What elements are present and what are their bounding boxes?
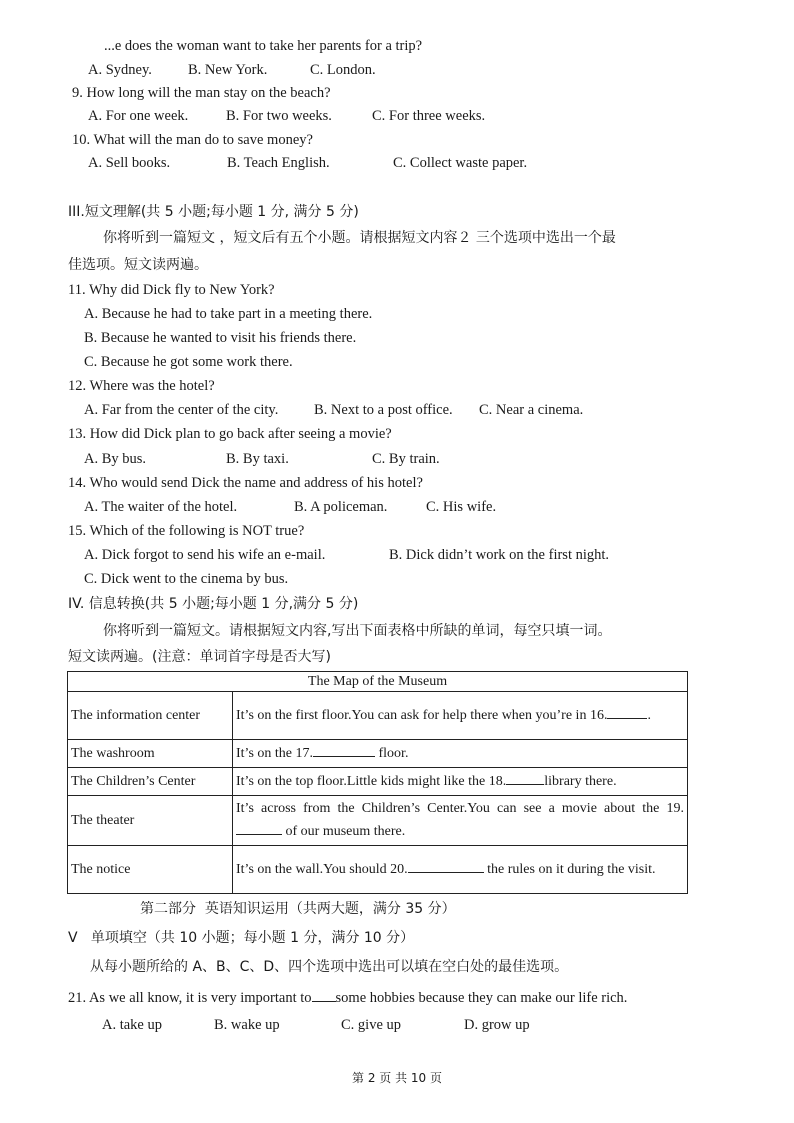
question-13-option-c: C. By train. [372,451,440,467]
page-footer: 第 2 页 共 10 页 [352,1071,442,1085]
section-4-instruction-line-2: 短文读两遍。(注意：单词首字母是否大写) [68,649,331,665]
question-8-text: ...e does the woman want to take her parents for a trip? [104,38,423,54]
answer-blank-16[interactable] [607,704,647,719]
question-14-option-b: B. A policeman. [294,499,388,515]
section-5-heading: V 单项填空（共 10 小题；每小题 1 分，满分 10 分） [68,930,415,946]
question-21-option-a: A. take up [102,1017,162,1033]
question-9-option-b: B. For two weeks. [226,108,332,124]
question-15-text: 15. Which of the following is NOT true? [68,523,305,539]
section-3-instruction-line-2: 佳选项。短文读两遍。 [68,257,208,273]
question-8-option-b: B. New York. [188,62,268,78]
table-cell-description [233,740,688,768]
question-15-option-a: A. Dick forgot to send his wife an e-mail. [84,547,326,563]
table-row [68,796,688,846]
section-4-instruction-line-1: 你将听到一篇短文。请根据短文内容,写出下面表格中所缺的单词，每空只填一词。 [103,623,612,639]
description-text: It’s on the 17. [236,746,313,761]
question-12-option-a: A. Far from the center of the city. [84,402,279,418]
table-row [68,768,688,796]
description-text: It’s on the first floor.You can ask for help there when you’re in 16. [236,708,608,723]
section-4-heading: IV. 信息转换(共 5 小题;每小题 1 分,满分 5 分) [68,596,359,612]
section-3-instruction-line-1: 你将听到一篇短文 ，短文后有五个小题。请根据短文内容２ 三个选项中选出一个最 [103,230,616,246]
question-9-text: 9. How long will the man stay on the beach? [72,85,331,101]
question-15-option-c: C. Dick went to the cinema by bus. [84,571,289,587]
description-text: It’s on the top floor.Little kids might like the 18. [236,774,507,789]
question-10-option-c: C. Collect waste paper. [393,155,528,171]
description-text-end: the rules on it during the visit. [483,862,656,877]
question-9-option-c: C. For three weeks. [372,108,486,124]
part-2-heading: 第二部分 英语知识运用（共两大题，满分 35 分） [140,901,456,917]
question-12-option-c: C. Near a cinema. [479,402,584,418]
question-10-option-a: A. Sell books. [88,155,171,171]
question-12-text: 12. Where was the hotel? [68,378,215,394]
answer-blank-21[interactable] [312,987,336,1002]
table-cell-place: The theater [68,796,233,846]
table-title: The Map of the Museum [68,672,688,692]
question-21-option-b: B. wake up [214,1017,280,1033]
question-11-option-c: C. Because he got some work there. [84,354,293,370]
table-row [68,740,688,768]
question-13-option-b: B. By taxi. [226,451,289,467]
description-text-end: floor. [375,746,409,761]
table-cell-place: The washroom [68,740,233,768]
question-11-text: 11. Why did Dick fly to New York? [68,282,275,298]
question-12-option-b: B. Next to a post office. [314,402,453,418]
question-21-option-c: C. give up [341,1017,402,1033]
question-14-option-c: C. His wife. [426,499,497,515]
table-cell-description [233,846,688,894]
table-row [68,692,688,740]
description-text-end: of our museum there. [282,824,406,839]
table-cell-description [233,796,688,846]
section-3-heading: III.短文理解(共 5 小题;每小题 1 分, 满分 5 分) [68,204,359,220]
table-row [68,846,688,894]
question-15-option-b: B. Dick didn’t work on the first night. [389,547,610,563]
question-11-option-a: A. Because he had to take part in a meeting there. [84,306,373,322]
section-5-instruction: 从每小题所给的 A、B、C、D、四个选项中选出可以填在空白处的最佳选项。 [90,959,569,975]
question-21-option-d: D. grow up [464,1017,530,1033]
question-13-option-a: A. By bus. [84,451,147,467]
question-14-option-a: A. The waiter of the hotel. [84,499,238,515]
question-11-option-b: B. Because he wanted to visit his friends there. [84,330,357,346]
answer-blank-18[interactable] [506,770,544,785]
table-cell-place: The information center [68,692,233,740]
question-14-text: 14. Who would send Dick the name and address of his hotel? [68,475,423,491]
description-text-end: . [647,708,651,723]
museum-map-table [67,671,688,894]
table-cell-place: The notice [68,846,233,894]
question-21-text [68,987,627,1007]
question-8-option-a: A. Sydney. [88,62,152,78]
question-21-text-start: 21. As we all know, it is very important to [68,990,312,1006]
answer-blank-19[interactable] [236,820,282,835]
description-text: It’s on the wall.You should 20. [236,862,408,877]
description-text: It’s across from the Children’s Center.You can see a movie about the 19. [236,801,684,816]
answer-blank-20[interactable] [408,858,484,873]
question-21-text-end: some hobbies because they can make our life rich. [335,990,628,1006]
answer-blank-17[interactable] [313,742,375,757]
question-10-text: 10. What will the man do to save money? [72,132,313,148]
question-10-option-b: B. Teach English. [227,155,330,171]
table-cell-description [233,768,688,796]
table-cell-description [233,692,688,740]
table-cell-place: The Children’s Center [68,768,233,796]
description-text-end: library there. [544,774,617,789]
question-8-option-c: C. London. [310,62,376,78]
question-9-option-a: A. For one week. [88,108,189,124]
question-13-text: 13. How did Dick plan to go back after seeing a movie? [68,426,392,442]
